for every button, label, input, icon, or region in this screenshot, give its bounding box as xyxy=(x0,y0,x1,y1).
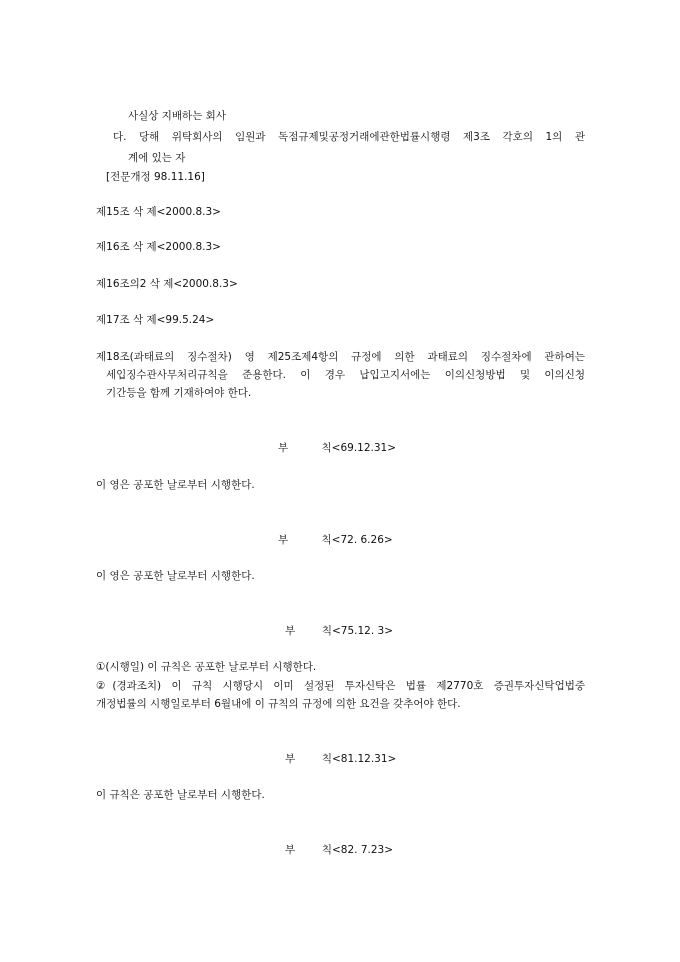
article-18-line3: 기간등을 함께 기재하여야 한다. xyxy=(106,387,252,399)
addendum-item-effective-date: ①(시행일) 이 규칙은 공포한 날로부터 시행한다. xyxy=(96,661,317,673)
addendum-text-81-12-31: 이 규칙은 공포한 날로부터 시행한다. xyxy=(96,789,265,801)
article-18-line2: 세입징수관사무처리규칙을 준용한다. 이 경우 납입고지서에는 이의신청방법 및 이의신청 xyxy=(106,369,585,381)
addendum-text-69-12-31: 이 영은 공포한 날로부터 시행한다. xyxy=(96,479,255,491)
article-16-2: 제16조의2 삭 제<2000.8.3> xyxy=(96,278,238,290)
subitem-text-de-facto-control: 사실상 지배하는 회사 xyxy=(128,110,226,122)
addendum-heading-72-6-26: 부 칙<72. 6.26> xyxy=(278,534,393,546)
article-18-line1: 제18조(과태료의 징수절차) 영 제25조제4항의 규정에 의한 과태료의 징수절차에 관하여는 xyxy=(96,351,585,363)
addendum-item-transitional-line1: ②(경과조치) 이 규칙 시행당시 이미 설정된 투자신탁은 법률 제2770호 증권투자신탁업법중 xyxy=(96,680,585,692)
article-15: 제15조 삭 제<2000.8.3> xyxy=(96,206,221,218)
addendum-heading-75-12-3: 부 칙<75.12. 3> xyxy=(285,625,393,637)
addendum-heading-81-12-31: 부 칙<81.12.31> xyxy=(285,753,397,765)
addendum-heading-69-12-31: 부 칙<69.12.31> xyxy=(278,442,397,454)
addendum-heading-82-7-23: 부 칙<82. 7.23> xyxy=(285,844,393,856)
item-da-line1: 다. 당해 위탁회사의 임원과 독점규제및공정거래에관한법률시행령 제3조 각호의 1의 관 xyxy=(113,131,585,143)
article-17: 제17조 삭 제<99.5.24> xyxy=(96,314,215,326)
addendum-text-72-6-26: 이 영은 공포한 날로부터 시행한다. xyxy=(96,570,255,582)
item-da-line2: 계에 있는 자 xyxy=(128,152,186,164)
article-16: 제16조 삭 제<2000.8.3> xyxy=(96,241,221,253)
revision-note: [전문개정 98.11.16] xyxy=(106,171,205,183)
addendum-item-transitional-line2: 개정법률의 시행일로부터 6월내에 이 규칙의 규정에 의한 요건을 갖추어야 한다. xyxy=(96,698,461,710)
